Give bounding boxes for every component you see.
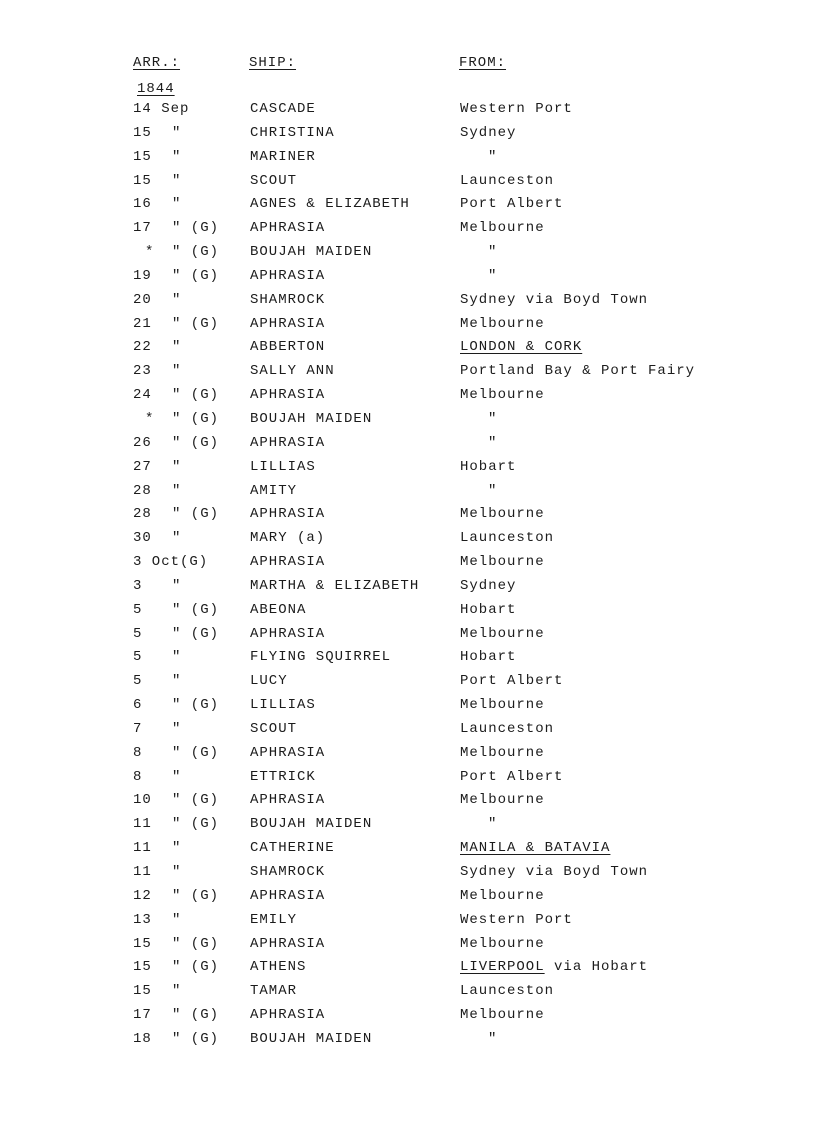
origin-text: Sydney (460, 124, 517, 141)
arrival-day: 5 (133, 625, 143, 642)
origin (460, 316, 545, 332)
ditto-mark: " (G) (172, 1030, 220, 1047)
arrival-day: 17 (133, 220, 152, 237)
ship-name: BOUJAH MAIDEN (250, 816, 373, 833)
arrival-day: 22 (133, 339, 152, 356)
origin (460, 101, 573, 117)
arrival-row (0, 1031, 816, 1055)
arrival-row (0, 459, 816, 483)
ditto-mark: " (G) (172, 816, 220, 833)
origin-text: via Hobart (544, 959, 649, 976)
arrival-day: 15 (133, 959, 152, 976)
arrival-day: 24 (133, 387, 152, 404)
arrival-day: 26 (133, 434, 152, 451)
arrival-day: 28 (133, 482, 152, 499)
origin-text: Launceston (460, 720, 555, 737)
arrival-row (0, 292, 816, 316)
origin (460, 864, 648, 880)
ship-name: APHRASIA (250, 267, 326, 284)
arrival-day: 10 (133, 792, 152, 809)
ship-name: ABBERTON (250, 339, 326, 356)
ship-name: ATHENS (250, 959, 307, 976)
origin-text: " (488, 244, 498, 261)
origin (460, 959, 648, 975)
ship-name: APHRASIA (250, 506, 326, 523)
arrival-day: 14 Sep (133, 101, 190, 117)
origin (460, 1031, 497, 1047)
origin-text: Melbourne (460, 315, 545, 332)
arrival-row (0, 649, 816, 673)
ship-name: MARY (a) (250, 530, 326, 547)
origin-text: Western Port (460, 911, 573, 928)
origin (460, 745, 545, 761)
arrival-row (0, 578, 816, 602)
origin-text: Melbourne (460, 887, 545, 904)
arrival-row (0, 125, 816, 149)
ditto-mark: " (172, 577, 182, 594)
ditto-mark: " (G) (172, 601, 220, 618)
origin-text: Port Albert (460, 768, 564, 785)
ditto-mark: " (G) (172, 244, 220, 261)
ditto-mark: " (G) (172, 315, 220, 332)
origin (460, 649, 516, 665)
arrival-row (0, 721, 816, 745)
arrival-row (0, 363, 816, 387)
origin-underlined: LONDON & CORK (460, 339, 583, 356)
ditto-mark: " (172, 530, 182, 547)
ship-name: APHRASIA (250, 744, 326, 761)
arrival-row (0, 602, 816, 626)
ditto-mark: " (G) (172, 792, 220, 809)
origin-text: Sydney via Boyd Town (460, 291, 649, 308)
arrival-day: 5 (133, 649, 143, 666)
origin-text: Sydney (460, 577, 517, 594)
ditto-mark: " (172, 840, 182, 857)
ditto-mark: " (172, 673, 182, 690)
ship-name: APHRASIA (250, 220, 326, 237)
ship-name: ABEONA (250, 601, 307, 618)
origin (460, 244, 497, 260)
ditto-mark: " (G) (172, 410, 220, 427)
arrival-day: 12 (133, 887, 152, 904)
origin (460, 578, 516, 594)
origin-text: Melbourne (460, 506, 545, 523)
arrival-row (0, 435, 816, 459)
ship-name: AMITY (250, 482, 298, 499)
origin (460, 220, 545, 236)
arrival-day: 23 (133, 363, 152, 380)
arrival-row (0, 506, 816, 530)
ditto-mark: " (G) (172, 697, 220, 714)
origin-text: Sydney via Boyd Town (460, 864, 649, 880)
arrival-day: 11 (133, 840, 152, 857)
ditto-mark: " (172, 911, 182, 928)
arrival-day: 3 (133, 577, 143, 594)
arrival-day: 8 (133, 744, 143, 761)
origin (460, 792, 545, 808)
origin-text: " (488, 1030, 498, 1047)
origin-text: Launceston (460, 172, 555, 189)
ship-name: CATHERINE (250, 840, 335, 857)
ship-name: SCOUT (250, 172, 298, 189)
origin-text: " (488, 410, 498, 427)
ditto-mark: " (G) (172, 506, 220, 523)
header-from: FROM: (459, 55, 507, 71)
arrival-row (0, 626, 816, 650)
origin (460, 530, 554, 546)
arrival-row (0, 888, 816, 912)
origin-text: Melbourne (460, 697, 545, 714)
origin (460, 483, 497, 499)
origin (460, 387, 545, 403)
ditto-mark: " (172, 720, 182, 737)
ship-name: AGNES & ELIZABETH (250, 196, 410, 213)
arrival-row (0, 173, 816, 197)
arrival-row (0, 1007, 816, 1031)
ship-name: LUCY (250, 673, 288, 690)
arrival-row (0, 149, 816, 173)
arrival-row (0, 411, 816, 435)
arrival-day: 7 (133, 720, 143, 737)
arrival-day: 30 (133, 530, 152, 547)
year-label: 1844 (137, 81, 175, 97)
origin (460, 912, 573, 928)
arrival-day: 15 (133, 983, 152, 1000)
origin (460, 673, 563, 689)
arrival-day: 3 Oct(G) (133, 554, 209, 571)
arrival-day: 27 (133, 458, 152, 475)
arrival-day: 5 (133, 673, 143, 690)
origin-text: " (488, 267, 498, 284)
arrival-day: 6 (133, 697, 143, 714)
arrival-row (0, 316, 816, 340)
origin-text: Hobart (460, 601, 517, 618)
arrival-row (0, 673, 816, 697)
arrival-day: 15 (133, 124, 152, 141)
arrival-day: 28 (133, 506, 152, 523)
origin (460, 554, 545, 570)
origin-text: Melbourne (460, 387, 545, 404)
origin (460, 840, 610, 856)
origin (460, 769, 563, 785)
arrival-row (0, 483, 816, 507)
arrival-row (0, 840, 816, 864)
arrival-row (0, 339, 816, 363)
ship-name: MARTHA & ELIZABETH (250, 577, 420, 594)
origin (460, 721, 554, 737)
arrival-day: 5 (133, 601, 143, 618)
arrival-day: 8 (133, 768, 143, 785)
ship-name: BOUJAH MAIDEN (250, 1030, 373, 1047)
arrival-row (0, 959, 816, 983)
origin-text: Launceston (460, 983, 555, 1000)
ship-name: SCOUT (250, 720, 298, 737)
origin-text: Launceston (460, 530, 555, 547)
origin (460, 506, 545, 522)
arrival-row (0, 101, 816, 125)
origin (460, 816, 497, 832)
ship-name: LILLIAS (250, 458, 316, 475)
origin-text: Melbourne (460, 625, 545, 642)
ditto-mark: " (172, 482, 182, 499)
ditto-mark: " (172, 196, 182, 213)
ditto-mark: " (G) (172, 744, 220, 761)
ship-name: MARINER (250, 148, 316, 165)
ship-name: APHRASIA (250, 554, 326, 571)
ditto-mark: " (172, 768, 182, 785)
ditto-mark: " (G) (172, 935, 220, 952)
ditto-mark: " (172, 864, 182, 880)
arrival-day: 11 (133, 816, 152, 833)
arrival-day: 18 (133, 1030, 152, 1047)
ditto-mark: " (G) (172, 959, 220, 976)
ship-name: CHRISTINA (250, 124, 335, 141)
ship-name: BOUJAH MAIDEN (250, 244, 373, 261)
ship-name: APHRASIA (250, 792, 326, 809)
origin (460, 268, 497, 284)
arrival-day: 19 (133, 267, 152, 284)
origin (460, 339, 582, 355)
origin (460, 697, 545, 713)
ditto-mark: " (G) (172, 1007, 220, 1024)
arrival-row (0, 387, 816, 411)
ditto-mark: " (G) (172, 267, 220, 284)
header-arr: ARR.: (133, 55, 181, 71)
ship-name: SALLY ANN (250, 363, 335, 380)
arrival-day: 11 (133, 864, 152, 880)
arrival-day: 15 (133, 935, 152, 952)
origin-text: " (488, 434, 498, 451)
arrival-row (0, 769, 816, 793)
origin-text: Melbourne (460, 935, 545, 952)
origin (460, 936, 545, 952)
arrival-row (0, 530, 816, 554)
ship-name: APHRASIA (250, 625, 326, 642)
arrival-day: 15 (133, 172, 152, 189)
ship-name: BOUJAH MAIDEN (250, 410, 373, 427)
origin (460, 459, 516, 475)
origin-underlined: LIVERPOOL (460, 959, 545, 976)
origin-text: " (488, 482, 498, 499)
arrival-day: 13 (133, 911, 152, 928)
origin-text: Portland Bay & Port Fairy (460, 363, 696, 380)
origin (460, 149, 497, 165)
arrival-row (0, 912, 816, 936)
ditto-mark: " (G) (172, 887, 220, 904)
arrival-row (0, 697, 816, 721)
ditto-mark: " (G) (172, 220, 220, 237)
arrival-row (0, 745, 816, 769)
origin-text: Melbourne (460, 744, 545, 761)
ship-name: ETTRICK (250, 768, 316, 785)
ditto-mark: " (G) (172, 387, 220, 404)
origin (460, 125, 516, 141)
ship-name: TAMAR (250, 983, 298, 1000)
origin (460, 363, 695, 379)
arrival-day: 21 (133, 315, 152, 332)
ship-name: APHRASIA (250, 1007, 326, 1024)
ship-name: FLYING SQUIRREL (250, 649, 392, 666)
arrival-row (0, 792, 816, 816)
arrival-day: * (145, 244, 155, 261)
arrival-row (0, 936, 816, 960)
arrival-row (0, 864, 816, 888)
arrivals-list (0, 101, 816, 1055)
arrival-day: 15 (133, 148, 152, 165)
origin-text: Melbourne (460, 1007, 545, 1024)
origin-text: Western Port (460, 101, 573, 117)
ship-name: APHRASIA (250, 315, 326, 332)
origin (460, 602, 516, 618)
origin-text: Melbourne (460, 792, 545, 809)
ship-name: LILLIAS (250, 697, 316, 714)
origin-text: Melbourne (460, 220, 545, 237)
ditto-mark: " (172, 983, 182, 1000)
origin-text: Hobart (460, 649, 517, 666)
arrival-day: 16 (133, 196, 152, 213)
origin (460, 1007, 545, 1023)
ship-name: APHRASIA (250, 387, 326, 404)
ditto-mark: " (G) (172, 625, 220, 642)
ship-name: SHAMROCK (250, 864, 326, 880)
origin (460, 196, 563, 212)
origin-text: Port Albert (460, 673, 564, 690)
arrival-day: 20 (133, 291, 152, 308)
arrival-row (0, 196, 816, 220)
ditto-mark: " (172, 148, 182, 165)
ship-name: APHRASIA (250, 935, 326, 952)
ship-name: APHRASIA (250, 887, 326, 904)
ditto-mark: " (172, 363, 182, 380)
arrival-row (0, 816, 816, 840)
ditto-mark: " (172, 649, 182, 666)
origin (460, 626, 545, 642)
arrival-day: 17 (133, 1007, 152, 1024)
ditto-mark: " (172, 458, 182, 475)
origin (460, 983, 554, 999)
origin (460, 292, 648, 308)
ship-name: APHRASIA (250, 434, 326, 451)
origin-text: " (488, 816, 498, 833)
arrival-row (0, 554, 816, 578)
arrival-row (0, 244, 816, 268)
origin-text: Melbourne (460, 554, 545, 571)
origin (460, 435, 497, 451)
origin-text: " (488, 148, 498, 165)
arrival-row (0, 268, 816, 292)
arrival-row (0, 220, 816, 244)
arrival-row (0, 983, 816, 1007)
ditto-mark: " (172, 172, 182, 189)
origin (460, 173, 554, 189)
header-ship: SHIP: (249, 55, 297, 71)
origin (460, 888, 545, 904)
ditto-mark: " (172, 291, 182, 308)
origin-text: Port Albert (460, 196, 564, 213)
arrival-day: * (145, 410, 155, 427)
ship-name: SHAMROCK (250, 291, 326, 308)
ditto-mark: " (172, 339, 182, 356)
origin-underlined: MANILA & BATAVIA (460, 840, 611, 857)
ditto-mark: " (172, 124, 182, 141)
origin (460, 411, 497, 427)
origin-text: Hobart (460, 458, 517, 475)
ditto-mark: " (G) (172, 434, 220, 451)
ship-name: EMILY (250, 911, 298, 928)
ship-name: CASCADE (250, 101, 316, 117)
